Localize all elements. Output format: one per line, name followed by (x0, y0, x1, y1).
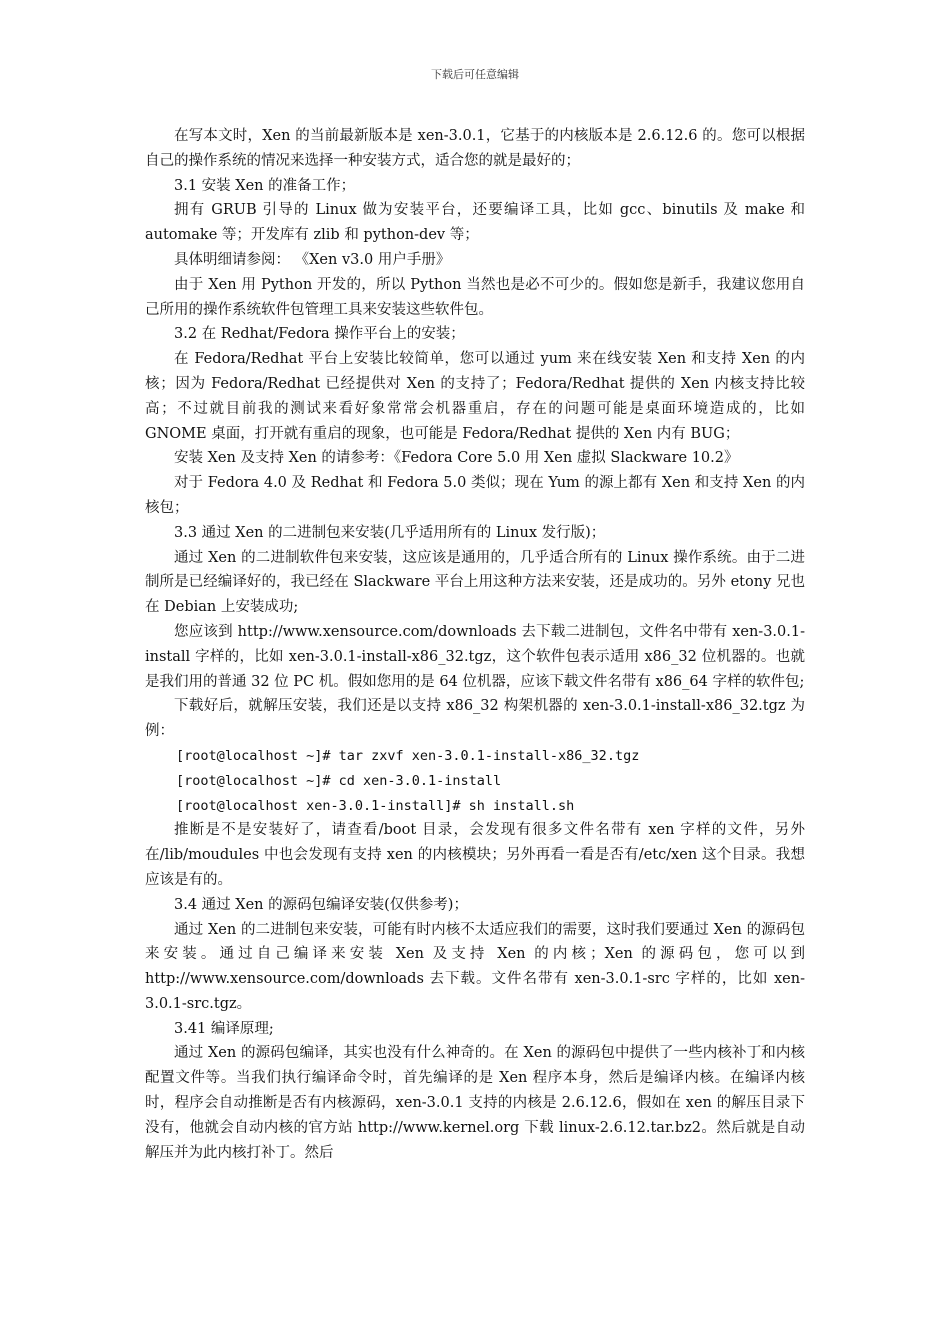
paragraph: 通过 Xen 的二进制软件包来安装，这应该是通用的，几乎适合所有的 Linux 操作系统。由于二进制所是已经编译好的，我已经在 Slackware 平台上用这种方法来安装，还是成功的。另外 etony 兄也在 Debian 上安装成功; (145, 549, 805, 616)
paragraph: 拥有 GRUB 引导的 Linux 做为安装平台，还要编译工具，比如 gcc、binutils 及 make 和 automake 等；开发库有 zlib 和 python-dev 等； (145, 202, 805, 244)
page-header: 下载后可任意编辑 (431, 68, 519, 81)
section-heading: 3.2 在 Redhat/Fedora 操作平台上的安装； (174, 326, 465, 343)
document-body (145, 124, 805, 1165)
paragraph: 通过 Xen 的源码包编译，其实也没有什么神奇的。在 Xen 的源码包中提供了一些内核补丁和内核配置文件等。当我们执行编译命令时，首先编译的是 Xen 程序本身，然后是编译内核。在编译内核时，程序会自动推断是否有内核源码，xen-3.0.1 支持的内核是 2.6.12.6，假如在 xen 的解压目录下没有，他就会自动内核的官方站 http://www.kernel.org 下载 linux-2.6.12.tar.bz2。然后就是自动解压并为此内核打补丁。然后 (145, 1045, 805, 1161)
paragraph: 对于 Fedora 4.0 及 Redhat 和 Fedora 5.0 类似；现在 Yum 的源上都有 Xen 和支持 Xen 的内核包； (145, 475, 805, 516)
paragraph: 在写本文时，Xen 的当前最新版本是 xen-3.0.1，它基于的内核版本是 2.6.12.6 的。您可以根据自己的操作系统的情况来选择一种安装方式，适合您的就是最好的； (145, 128, 805, 169)
paragraph: 您应该到 http://www.xensource.com/downloads 去下载二进制包，文件名中带有 xen-3.0.1-install 字样的，比如 xen-3.0.1-install-x86_32.tgz，这个软件包表示适用 x86_32 位机器的。也就是我们用的普通 32 位 PC 机。假如您用的是 64 位机器，应该下载文件名带有 x86_64 字样的软件包; (145, 623, 805, 690)
paragraph: 下载好后，就解压安装，我们还是以支持 x86_32 构架机器的 xen-3.0.1-install-x86_32.tgz 为例： (145, 698, 805, 740)
paragraph: 具体明细请参阅： 《Xen v3.0 用户手册》 (174, 251, 451, 268)
paragraph: 由于 Xen 用 Python 开发的，所以 Python 当然也是必不可少的。假如您是新手，我建议您用自己所用的操作系统软件包管理工具来安装这些软件包。 (145, 276, 805, 318)
command-line: [root@localhost xen-3.0.1-install]# sh install.sh (176, 797, 575, 814)
section-heading: 3.41 编译原理; (174, 1020, 274, 1037)
paragraph: 在 Fedora/Redhat 平台上安装比较简单，您可以通过 yum 来在线安装 Xen 和支持 Xen 的内核；因为 Fedora/Redhat 已经提供对 Xen 的支持了；Fedora/Redhat 提供的 Xen 内核支持比较高；不过就目前我的测试来看好象常常会机器重启，存在的问题可能是桌面环境造成的，比如 GNOME 桌面，打开就有重启的现象，也可能是 Fedora/Redhat 提供的 Xen 内有 BUG； (145, 351, 805, 442)
paragraph: 安装 Xen 及支持 Xen 的请参考：《Fedora Core 5.0 用 Xen 虚拟 Slackware 10.2》 (174, 450, 739, 467)
paragraph: 推断是不是安装好了，请查看/boot 目录，会发现有很多文件名带有 xen 字样的文件，另外在/lib/moudules 中也会发现有支持 xen 的内核模块；另外再看一看是否有/etc/xen 这个目录。我想应该是有的。 (145, 822, 805, 888)
paragraph: 通过 Xen 的二进制包来安装，可能有时内核不太适应我们的需要，这时我们要通过 Xen 的源码包来安装。通过自己编译来安装 Xen 及支持 Xen 的内核；Xen 的源码包，您可以到 http://www.xensource.com/downloads 去下载。文件名带有 xen-3.0.1-src 字样的，比如 xen-3.0.1-src.tgz。 (145, 921, 805, 1012)
command-line: [root@localhost ~]# cd xen-3.0.1-install (176, 772, 502, 789)
command-line: [root@localhost ~]# tar zxvf xen-3.0.1-install-x86_32.tgz (176, 747, 640, 764)
section-heading: 3.4 通过 Xen 的源码包编译安装(仅供参考)； (174, 896, 468, 913)
section-heading: 3.3 通过 Xen 的二进制包来安装(几乎适用所有的 Linux 发行版)； (174, 524, 606, 541)
section-heading: 3.1 安装 Xen 的准备工作； (174, 177, 356, 194)
